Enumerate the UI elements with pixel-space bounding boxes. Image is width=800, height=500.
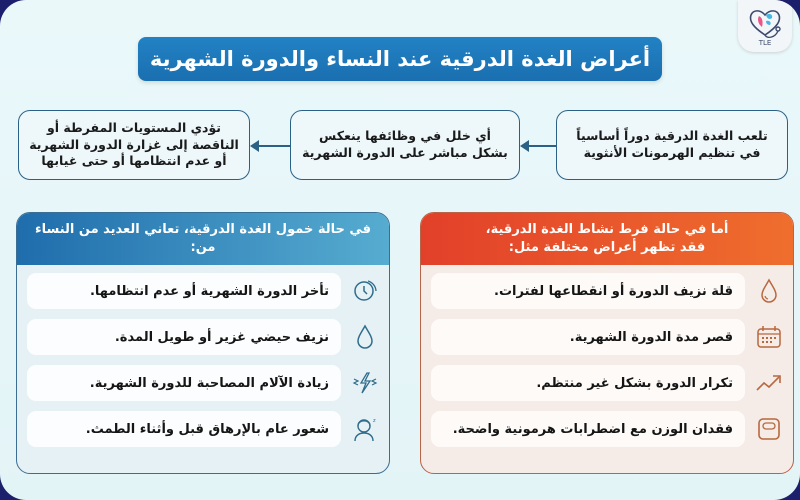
hyperthyroid-panel [420, 212, 794, 474]
flow-box-effects-line3: أو عدم انتظامها أو حتى غيابها [41, 153, 227, 169]
flow-box-disorder [290, 110, 520, 180]
svg-text:z: z [373, 418, 376, 424]
page-title: أعراض الغدة الدرقية عند النساء والدورة الشهرية [149, 47, 651, 71]
hyperthyroid-header-line2: فقد تظهر أعراض مختلفة مثل: [508, 240, 706, 255]
list-item [421, 409, 793, 449]
arrow-left-icon [250, 140, 259, 152]
flow-box-effects [18, 110, 250, 180]
symptom-text: قلة نزيف الدورة أو انقطاعها لفترات. [431, 273, 745, 309]
lightning-pain-icon [349, 367, 381, 399]
flow-box-effects-line1: تؤدي المستويات المفرطة أو [47, 119, 221, 135]
symptom-text: تكرار الدورة بشكل غير منتظم. [431, 365, 745, 401]
list-item [421, 317, 793, 357]
heart-stethoscope-logo-icon [745, 5, 785, 41]
drop-icon [349, 321, 381, 353]
logo-text: TLE [758, 39, 772, 47]
trend-up-icon [753, 367, 785, 399]
list-item [17, 363, 389, 403]
calendar-icon [753, 321, 785, 353]
clock-icon [349, 275, 381, 307]
symptom-text: قصر مدة الدورة الشهرية. [431, 319, 745, 355]
flow-box-role [556, 110, 788, 180]
arrow-left-icon [520, 140, 529, 152]
symptom-text: تأخر الدورة الشهرية أو عدم انتظامها. [27, 273, 341, 309]
flow-box-role-line1: تلعب الغدة الدرقية دوراً أساسياً [576, 128, 768, 144]
flow-box-disorder-line1: أي خلل في وظائفها ينعكس [319, 128, 491, 144]
flow-box-role-line2: في تنظيم الهرمونات الأنثوية [583, 145, 761, 160]
list-item [17, 271, 389, 311]
symptom-text: نزيف حيضي غزير أو طويل المدة. [27, 319, 341, 355]
hypothyroid-header-text: في حالة خمول الغدة الدرقية، تعاني العديد من النساء من: [34, 222, 372, 255]
list-item [421, 363, 793, 403]
symptom-text: فقدان الوزن مع اضطرابات هرمونية واضحة. [431, 411, 745, 447]
flow-box-disorder-line2: بشكل مباشر على الدورة الشهرية [302, 145, 508, 160]
hyperthyroid-panel-header [421, 213, 793, 265]
flow-box-effects-line2: الناقصة إلى غزارة الدورة الشهرية [29, 136, 239, 152]
list-item [421, 271, 793, 311]
hypothyroid-panel [16, 212, 390, 474]
hyperthyroid-header-line1: أما في حالة فرط نشاط الغدة الدرقية، [485, 222, 729, 238]
symptom-text: شعور عام بالإرهاق قبل وأثناء الطمث. [27, 411, 341, 447]
scale-icon [753, 413, 785, 445]
logo [738, 0, 792, 52]
title-banner [138, 37, 662, 81]
hypothyroid-panel-header [17, 213, 389, 265]
list-item [17, 317, 389, 357]
drop-icon [753, 275, 785, 307]
symptom-text: زيادة الآلام المصاحبة للدورة الشهرية. [27, 365, 341, 401]
tired-woman-icon [349, 413, 381, 445]
list-item [17, 409, 389, 449]
